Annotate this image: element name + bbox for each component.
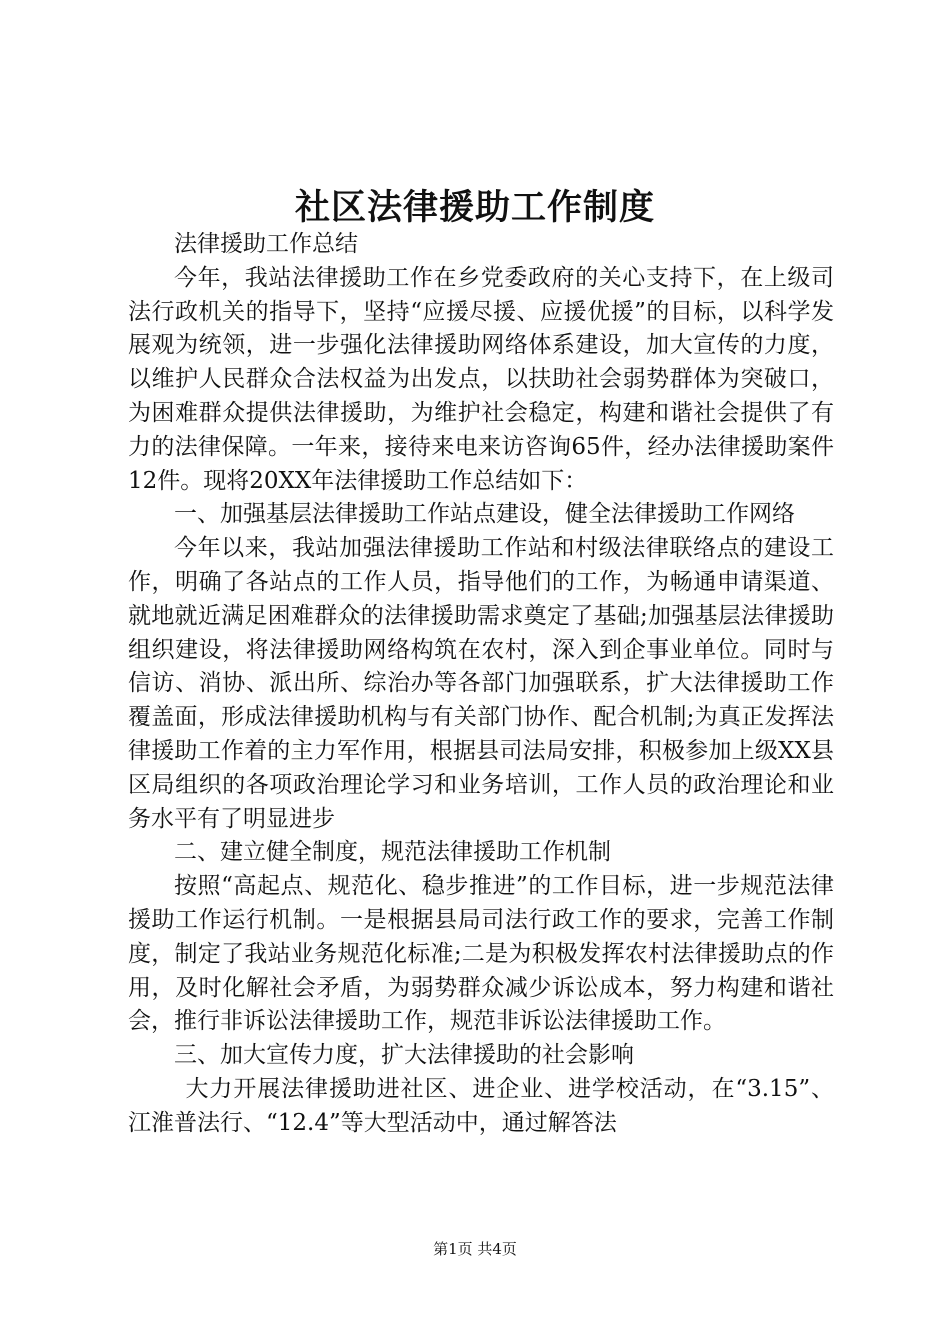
document-body (128, 228, 834, 1141)
document-title: 社区法律援助工作制度 (294, 187, 655, 228)
section-three-heading: 三、加大宣传力度，扩大法律援助的社会影响 (174, 1042, 634, 1069)
page-number-footer: 第1页 共4页 (433, 1240, 517, 1258)
section-one-paragraph: 今年以来，我站加强法律援助工作站和村级法律联络点的建设工作，明确了各站点的工作人员，指导他们的工作，为畅通申请渠道、就地就近满足困难群众的法律援助需求奠定了基础;加强基层法律援助组织建设，将法律援助网络构筑在农村，深入到企事业单位。同时与信访、消协、派出所、综治办等各部门加强联系，扩大法律援助工作覆盖面，形成法律援助机构与有关部门协作、配合机制;为真正发挥法律援助工作着的主力军作用，根据县司法局安排，积极参加上级XX县区局组织的各项政治理论学习和业务培训，工作人员的政治理论和业务水平有了明显进步 (128, 535, 834, 832)
intro-paragraph: 今年，我站法律援助工作在乡党委政府的关心支持下，在上级司法行政机关的指导下，坚持“应援尽援、应援优援”的目标，以科学发展观为统领，进一步强化法律援助网络体系建设，加大宣传的力度，以维护人民群众合法权益为出发点，以扶助社会弱势群体为突破口，为困难群众提供法律援助，为维护社会稳定，构建和谐社会提供了有力的法律保障。一年来，接待来电来访咨询65件，经办法律援助案件12件。现将20XX年法律援助工作总结如下： (128, 264, 834, 494)
section-two-paragraph: 按照“高起点、规范化、稳步推进”的工作目标，进一步规范法律援助工作运行机制。一是根据县局司法行政工作的要求，完善工作制度，制定了我站业务规范化标准;二是为积极发挥农村法律援助点的作用，及时化解社会矛盾，为弱势群众减少诉讼成本，努力构建和谐社会，推行非诉讼法律援助工作，规范非诉讼法律援助工作。 (128, 873, 834, 1035)
section-three-paragraph: 大力开展法律援助进社区、进企业、进学校活动，在“3.15”、江淮普法行、“12.4”等大型活动中，通过解答法 (128, 1075, 834, 1136)
section-two-heading: 二、建立健全制度，规范法律援助工作机制 (174, 839, 611, 866)
summary-heading: 法律援助工作总结 (174, 231, 358, 257)
section-one-heading: 一、加强基层法律援助工作站点建设，健全法律援助工作网络 (174, 501, 795, 528)
